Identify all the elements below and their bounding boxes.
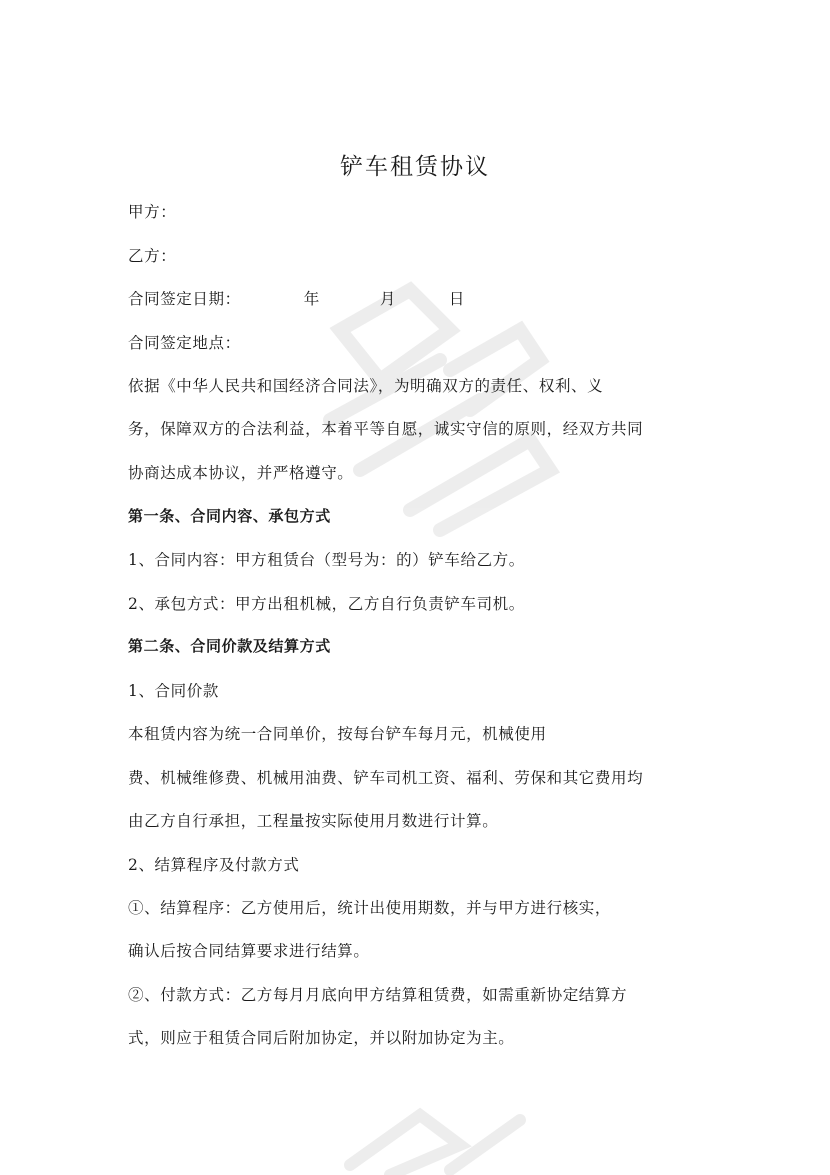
party-a-label: 甲方： — [128, 203, 177, 221]
price-line-2: 费、机械维修费、机械用油费、铲车司机工资、福利、劳保和其它费用均 — [128, 769, 644, 787]
article2-sub1: 1、合同价款 — [128, 682, 219, 700]
price-line-3: 由乙方自行承担，工程量按实际使用月数进行计算。 — [128, 812, 499, 830]
document-title: 铲车租赁协议 — [340, 154, 490, 180]
article1-item-1: 1、合同内容：甲方租赁台（型号为：的）铲车给乙方。 — [128, 551, 525, 569]
article2-sub2: 2、结算程序及付款方式 — [128, 856, 300, 874]
settlement-line-1: ①、结算程序：乙方使用后，统计出使用期数，并与甲方进行核实， — [128, 899, 612, 917]
sign-date-label: 合同签定日期： — [128, 290, 241, 308]
payment-line-1: ②、付款方式：乙方每月月底向甲方结算租赁费，如需重新协定结算方 — [128, 986, 628, 1004]
sign-date-row — [128, 287, 465, 309]
sign-place-label: 合同签定地点： — [128, 334, 241, 352]
price-line-1: 本租赁内容为统一合同单价，按每台铲车每月元，机械使用 — [128, 725, 547, 743]
article1-item-2: 2、承包方式：甲方出租机械，乙方自行负责铲车司机。 — [128, 595, 525, 613]
settlement-line-2: 确认后按合同结算要求进行结算。 — [128, 942, 370, 960]
sign-date-month: 月 — [379, 290, 396, 308]
sign-date-day: 日 — [448, 290, 466, 308]
party-b-label: 乙方： — [128, 247, 177, 265]
intro-line-3: 协商达成本协议，并严格遵守。 — [128, 464, 354, 482]
watermark-graphic — [300, 270, 560, 550]
payment-line-2: 式，则应于租赁合同后附加协定，并以附加协定为主。 — [128, 1029, 515, 1047]
article2-heading: 第二条、合同价款及结算方式 — [128, 637, 331, 655]
intro-line-2: 务，保障双方的合法利益，本着平等自愿，诚实守信的原则，经双方共同 — [128, 420, 644, 438]
intro-line-1: 依据《中华人民共和国经济合同法》，为明确双方的责任、权利、义 — [128, 377, 604, 395]
sign-date-year: 年 — [303, 290, 320, 308]
article1-heading: 第一条、合同内容、承包方式 — [128, 507, 331, 525]
watermark-graphic-bottom — [330, 1095, 550, 1175]
